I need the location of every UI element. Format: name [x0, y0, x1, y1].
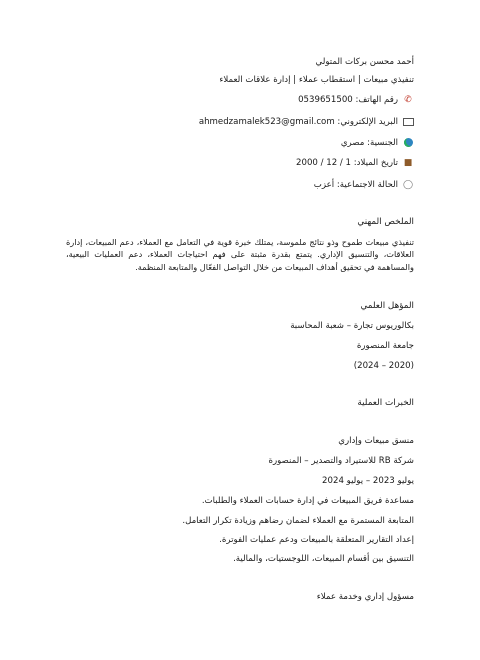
ring-icon: ◯ [402, 180, 414, 190]
job1-duty: التنسيق بين أقسام المبيعات، اللوجستيات، والمالية. [233, 554, 414, 564]
email-row [66, 116, 414, 128]
job1-duty: إعداد التقارير المتعلقة بالمبيعات ودعم عمليات الفوترة. [219, 535, 414, 545]
job1-duty: المتابعة المستمرة مع العملاء لضمان رضاهم وزيادة تكرار التعامل. [182, 516, 414, 526]
job1-title: منسق مبيعات وإداري [338, 436, 414, 446]
email-icon [402, 116, 414, 128]
globe-icon [402, 137, 414, 149]
phone-row [66, 94, 414, 106]
job2-title: مسؤول إداري وخدمة عملاء [316, 592, 414, 602]
education-university: جامعة المنصورة [356, 341, 414, 351]
cake-icon: ■ [403, 158, 413, 168]
summary-text: تنفيذي مبيعات طموح وذو نتائج ملموسة، يمتلك خبرة قوية في التعامل مع العملاء، دعم المبيعات، إدارة العلاقات، والتنسيق الإداري. يتمتع بقدرة مثبتة على فهم احتياجات العملاء، دعم العمليات البيعية، والمساهمة في تحقيق أهداف المبيعات من خلال التواصل الفعّال والمتابعة المنظمة. [66, 237, 414, 272]
summary-title: الملخص المهني [357, 217, 414, 227]
candidate-roles: تنفيذي مبيعات | استقطاب عملاء | إدارة علاقات العملاء [219, 75, 414, 85]
experience-title: الخبرات العملية [357, 398, 414, 408]
nationality-text: الجنسية: مصري [340, 138, 398, 148]
job1-period: يوليو 2023 – يوليو 2024 [322, 476, 414, 486]
job1-company: شركة RB للاستيراد والتصدير – المنصورة [268, 456, 414, 466]
phone-icon: ✆ [404, 95, 412, 105]
email-value[interactable]: ahmedzamalek523@gmail.com [198, 117, 335, 127]
education-years: (2020 – 2024) [353, 361, 414, 371]
education-degree: بكالوريوس تجارة – شعبة المحاسبة [290, 321, 414, 331]
birth-text: تاريخ الميلاد: 1 / 12 / 2000 [296, 158, 398, 168]
birth-row [66, 157, 414, 169]
education-title: المؤهل العلمي [360, 301, 414, 311]
marital-text: الحالة الاجتماعية: أعزب [313, 180, 398, 190]
job1-duty: مساعدة فريق المبيعات في إدارة حسابات العملاء والطلبات. [201, 496, 414, 506]
email-label: البريد الإلكتروني: [337, 117, 398, 127]
nationality-row [66, 137, 414, 149]
candidate-name: أحمد محسن بركات المتولي [315, 57, 414, 67]
phone-label: رقم الهاتف: [355, 95, 398, 105]
marital-row [66, 179, 414, 191]
phone-value: 0539651500 [298, 95, 353, 105]
